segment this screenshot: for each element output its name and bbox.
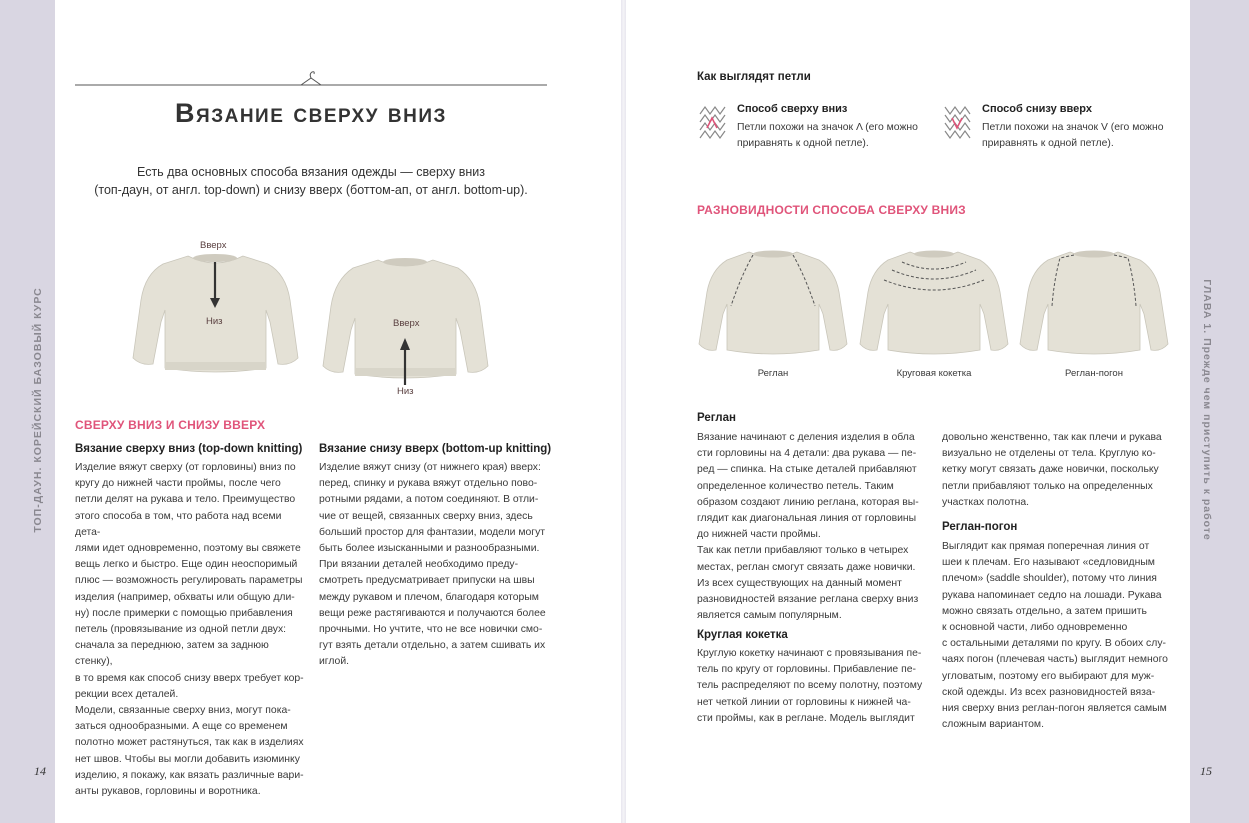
section-heading-variants: РАЗНОВИДНОСТИ СПОСОБА СВЕРХУ ВНИЗ [697,203,966,217]
intro-line: (топ-даун, от англ. top-down) и снизу вверх (боттом-ап, от англ. bottom-up). [94,183,528,197]
text-line: Из всех существующих на данный момент [697,577,902,589]
stitch-bottom-up-title: Способ снизу вверх [982,103,1092,115]
text-line: плечом» (saddle shoulder), потому что линия [942,573,1157,585]
text-line: чаях погон (плечевая часть) выглядит немного [942,654,1168,666]
sweater-top-down-illustration [128,240,303,385]
text-line: анты рукавов, горловины и воротника. [75,786,261,798]
lambda-stitch-icon [697,104,727,140]
stitch-top-down-text [737,120,937,152]
saddle-heading: Реглан-погон [942,521,1018,533]
raglan-sweater-illustration [697,246,849,358]
text-line: рукава напоминает седло на лошади. Рукава [942,589,1162,601]
text-line: Изделие вяжут сверху (от горловины) вниз по [75,462,296,473]
text-line: этого способа в том, что работа над всеми дета- [75,510,282,538]
text-line: приравнять к одной петле). [982,138,1114,150]
text-line: между рукавом и плечом, благодаря которым [319,591,539,603]
text-line: нет швов. Чтобы вы могли добавить изюминку [75,753,300,765]
text-line: определенное количество петель. Таким [697,480,894,492]
text-line: петли делят на рукава и тело. Преимущество [75,494,296,506]
text-line: приравнять к одной петле). [737,138,869,150]
round-yoke-sweater-illustration [858,246,1010,358]
v-stitch-icon [942,104,972,140]
text-line: ротными рядами, а потом соединяют. В отли- [319,494,539,506]
side-label-left: ТОП-ДАУН. КОРЕЙСКИЙ БАЗОВЫЙ КУРС [32,287,44,533]
top-down-text [75,460,307,800]
text-line: угловатым, поэтому его выбирают для муж- [942,670,1155,682]
page-title: Вязание сверху вниз [175,98,447,128]
text-line: При вязании деталей необходимо преду- [319,559,519,571]
text-line: перед, спинку и рукава вяжут отдельно пово- [319,478,538,490]
intro-line: Есть два основных способа вязания одежды — сверху вниз [137,165,485,179]
text-line: петель (провязывание из одной петли двух: [75,624,287,636]
text-line: кетку могут связать даже новички, поскольку [942,464,1159,476]
text-line: больший простор для фантазии, модели могут [319,526,546,538]
raglan-text [697,430,929,624]
variant-label-round-yoke: Круговая кокетка [896,368,972,379]
text-line: сначала за переднюю, затем за заднюю стенку), [75,640,269,668]
label-up-2: Вверх [393,318,420,329]
text-line: можно связать отдельно, а затем пришить [942,605,1147,617]
label-down-1: Низ [206,316,223,327]
text-line: сложным вариантом. [942,719,1044,731]
text-line: изделия (например, обхваты или общую дли- [75,591,295,603]
top-down-heading: Вязание сверху вниз (top-down knitting) [75,443,303,455]
text-line: смотреть предусматривает припуски на швы [319,575,535,587]
stitches-heading: Как выглядят петли [697,71,811,83]
text-line: Круглую кокетку начинают с провязывания пе- [697,648,922,659]
side-label-right: ГЛАВА 1. Прежде чем приступить к работе [1201,279,1213,541]
text-line: тель распределяют по всему полотну, поэтому [697,680,923,692]
text-line: изделию, я покажу, как вязать различные вари- [75,769,304,781]
text-line: Петли похожи на значок V (его можно [982,122,1164,133]
round-yoke-text-continued [942,430,1174,511]
text-line: кругу до нижней части проймы, после чего [75,478,281,490]
text-line: вещь легко и быстро. Еще один неоспоримый [75,559,298,571]
intro-text [75,163,547,199]
text-line: довольно женственно, так как плечи и рукава [942,432,1162,443]
text-line: плюс — возможность регулировать параметры [75,575,303,587]
text-line: в то время как способ снизу вверх требует кор- [75,672,304,684]
stitch-bottom-up-text [982,120,1182,152]
stitch-top-down-title: Способ сверху вниз [737,103,848,115]
bottom-up-text [319,460,551,671]
text-line: петли прибавляют только на определенных [942,480,1153,492]
text-line: гут взять детали отдельно, а затем сшивать их [319,640,546,652]
text-line: иглой. [319,656,350,668]
text-line: заться однообразными. А еще со временем [75,721,288,733]
text-line: Выглядит как прямая поперечная линия от [942,541,1150,552]
hanger-icon [301,72,321,85]
text-line: участках полотна. [942,496,1030,508]
text-line: Модели, связанные сверху вниз, могут пока- [75,705,291,717]
text-line: разновидностей вязание реглана сверху вниз [697,594,919,606]
page-number-right: 15 [1200,764,1212,778]
round-yoke-heading: Круглая кокетка [697,629,788,641]
label-up-1: Вверх [200,240,227,251]
text-line: прочными. Но учтите, что не все новички смо- [319,624,543,636]
text-line: полотно может растянуться, так как в изделиях [75,737,304,749]
saddle-shoulder-sweater-illustration [1018,246,1170,358]
hanger-divider [75,70,547,90]
round-yoke-text [697,646,929,727]
text-line: местах, реглан смогут связать даже новички. [697,561,916,573]
text-line: вещи реже растягиваются и получаются более [319,607,546,619]
text-line: визуально не отделены от тела. Круглую ко- [942,448,1156,460]
text-line: сти горловины на 4 детали: два рукава — пе- [697,448,917,460]
page-number-left: 14 [34,764,46,778]
text-line: сти проймы, как в реглане. Модель выглядит [697,712,915,724]
saddle-text [942,539,1174,733]
text-line: рекции всех деталей. [75,688,179,700]
text-line: тель по кругу от горловины. Прибавление пе- [697,664,916,676]
variant-label-saddle: Реглан-погон [1065,368,1123,379]
section-heading-methods: СВЕРХУ ВНИЗ И СНИЗУ ВВЕРХ [75,418,266,432]
text-line: ния сверху вниз реглан-погон является самым [942,703,1167,715]
text-line: чие от вещей, связанных сверху вниз, здесь [319,510,533,522]
text-line: Изделие вяжут снизу (от нижнего края) вверх: [319,462,541,473]
text-line: шеи к плечам. Его называют «седловидным [942,557,1155,569]
text-line: до нижней части проймы. [697,529,821,541]
text-line: ской одежды. Из всех разновидностей вяза- [942,686,1156,698]
variant-label-raglan: Реглан [757,368,789,379]
text-line: лями идет одновременно, поэтому вы свяжете [75,543,301,555]
text-line: ну) после примерки с помощью прибавления [75,607,293,619]
text-line: ред — спинка. На стыке деталей прибавляют [697,464,917,476]
label-down-2: Низ [397,386,414,397]
text-line: Петли похожи на значок Λ (его можно [737,122,918,133]
text-line: образом создают линию реглана, которая вы- [697,496,919,508]
raglan-heading: Реглан [697,412,736,424]
text-line: к основной части, либо одновременно [942,622,1128,634]
bottom-up-heading: Вязание снизу вверх (bottom-up knitting) [319,443,552,455]
text-line: нет четкой линии от горловины к нижней ча- [697,696,911,708]
text-line: быть более изысканными и разнообразными. [319,543,540,555]
text-line: с остальными деталями по кругу. В обоих слу- [942,638,1166,650]
text-line: Так как петли прибавляют только в четырех [697,545,909,557]
text-line: глядит как диагональная линия от горловины [697,513,917,525]
text-line: Вязание начинают с деления изделия в обла [697,432,915,443]
text-line: является самым популярным. [697,610,842,622]
